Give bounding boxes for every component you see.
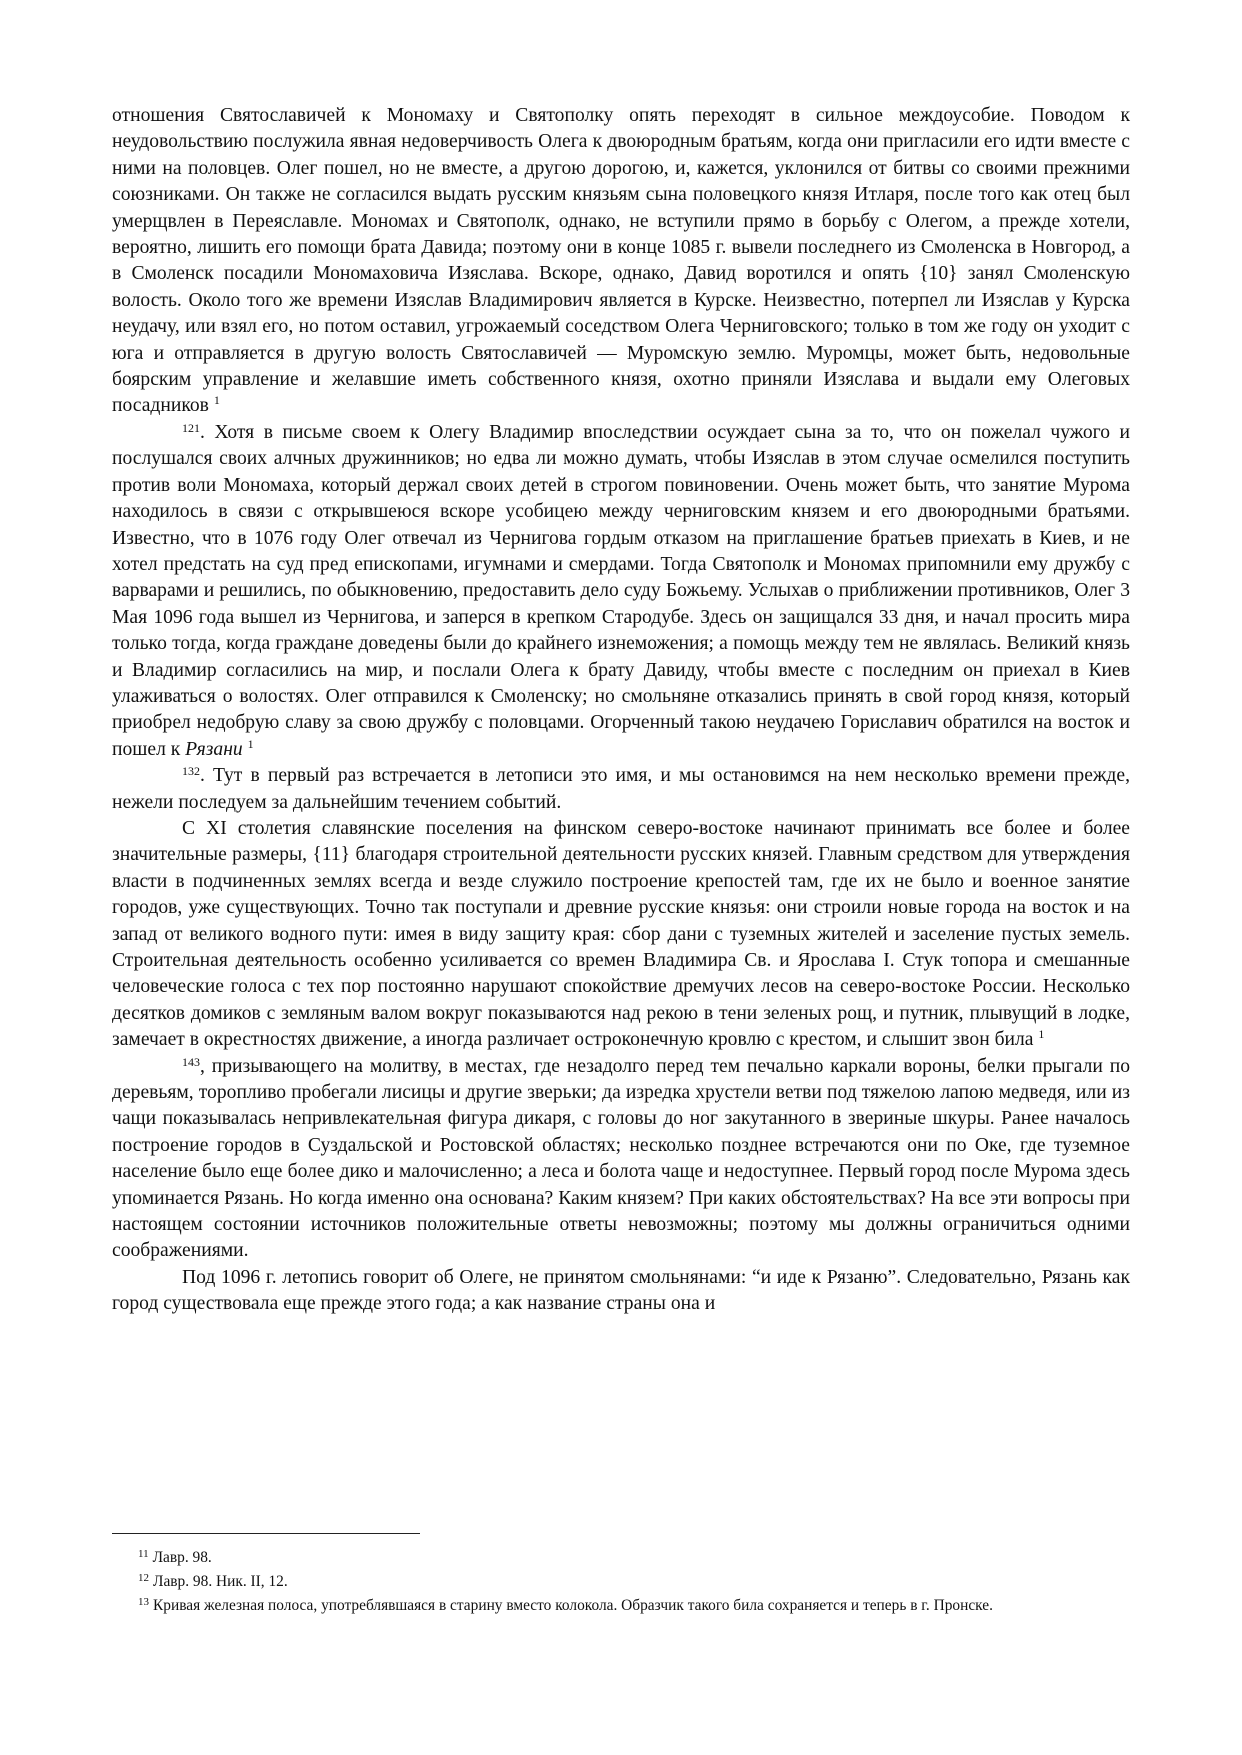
footnote-text: Лавр. 98.	[152, 1549, 212, 1566]
paragraph-6	[112, 1265, 1130, 1318]
footnote-reference: 121	[182, 420, 200, 435]
paragraph-4-text: С XI столетия славянские поселения на финском северо-востоке начинают принимать все более и более значительные размеры, {11} благодаря строительной деятельности русских князей. Главным средством для утверждения власти в подчиненных землях всегда и везде служило построение крепостей там, где их не было и военное занятие городов, уже существующих. Точно так поступали и древние русские князья: они строили новые города на восток и на запад от великого водного пути: имея в виду защиту края: сбор дани с туземных жителей и заселение пустых земель. Строительная деятельность особенно усиливается со времен Владимира Св. и Ярослава I. Стук топора и смешанные человеческие голоса с тех пор постоянно нарушают спокойствие дремучих лесов на северо-востоке России. Несколько десятков домиков с земляным валом вокруг показываются над рекою в тени зеленых рощ, и путник, плывущий в лодке, замечает в окрестностях движение, а иногда различает остроконечную кровлю с крестом, и слышит звон била	[112, 817, 1130, 1051]
paragraph-5-text: , призывающего на молитву, в местах, где незадолго перед тем печально каркали вороны, белки прыгали по деревьям, торопливо пробегали лисицы и другие зверьки; да изредка хрустели ветви под тяжелою лапою медведя, или из чащи показывалась непривлекательная фигура дикаря, с головы до ног закутанного в звериные шкуры. Ранее началось построение городов в Суздальской и Ростовской областях; несколько позднее встречаются они по Оке, где туземное население было еще более дико и малочисленно; а леса и болота чаще и недоступнее. Первый город после Мурома здесь упоминается Рязань. Но когда именно она основана? Каким князем? При каких обстоятельствах? На все эти вопросы при настоящем состоянии источников положительные ответы невозможны; поэтому мы должны ограничиться одними соображениями.	[112, 1055, 1130, 1262]
footnote-number: 12	[138, 1572, 149, 1584]
footnotes	[112, 1546, 1130, 1618]
paragraph-2-text: . Хотя в письме своем к Олегу Владимир впоследствии осуждает сына за то, что он пожелал чужого и послушался своих алчных дружинников; но едва ли можно думать, чтобы Изяслав в этом случае осмелился поступить против воли Мономаха, который держал своих детей в строгом повиновении. Очень может быть, что занятие Мурома находилось в связи с открывшеюся вскоре усобицею между черниговским князем и его двоюродными братьями. Известно, что в 1076 году Олег отвечал из Чернигова гордым отказом на приглашение братьев приехать в Киев, и не хотел предстать на суд пред епископами, игумнами и смердами. Тогда Святополк и Мономах припомнили ему дружбу с варварами и решились, по обыкновению, предоставить дело суду Божьему. Услыхав о приближении противников, Олег 3 Мая 1096 года вышел из Чернигова, и заперся в крепком Стародубе. Здесь он защищался 33 дня, и начал просить мира только тогда, когда граждане доведены были до крайнего изнеможения; а помощь между тем не являлась. Великий князь и Владимир согласились на мир, и послали Олега к брату Давиду, чтобы вместе с последним он приехал в Киев улаживаться о волостях. Олег отправился к Смоленску; но смольняне отказались принять в свой город князя, который приобрел недобрую славу за свою дружбу с половцами. Огорченный такою неудачею Гориславич обратился на восток и пошел к	[112, 421, 1130, 760]
paragraph-1	[112, 103, 1130, 420]
paragraph-1-text: отношения Святославичей к Мономаху и Святополку опять переходят в сильное междоусобие. Поводом к неудовольствию послужила явная недоверчивость Олега к двоюродным братьям, когда они пригласили его идти вместе с ними на половцев. Олег пошел, но не вместе, а другою дорогою, и, кажется, уклонился от битвы со своими прежними союзниками. Он также не согласился выдать русским князьям сына половецкого князя Итларя, после того как отец был умерщвлен в Переяславле. Мономах и Святополк, однако, не вступили прямо в борьбу с Олегом, а прежде хотели, вероятно, лишить его помощи брата Давида; поэтому они в конце 1085 г. вывели последнего из Смоленска в Новгород, а в Смоленск посадили Мономаховича Изяслава. Вскоре, однако, Давид воротился и опять {10} занял Смоленскую волость. Около того же времени Изяслав Владимирович является в Курске. Неизвестно, потерпел ли Изяслав у Курска неудачу, или взял его, но потом оставил, угрожаемый соседством Олега Черниговского; только в том же году он уходит с юга и отправляется в другую волость Святославичей — Муромскую землю. Муромцы, может быть, недовольные боярским управление и желавшие иметь собственного князя, охотно приняли Изяслава и выдали ему Олеговых посадников	[112, 105, 1130, 417]
footnote-11	[112, 1546, 1130, 1570]
footnote-number: 11	[138, 1548, 149, 1560]
footnote-mark: 1	[247, 736, 254, 751]
italic-word-ryazani: Рязани	[185, 738, 243, 760]
footnote-reference: 132	[182, 764, 200, 779]
paragraph-3	[112, 763, 1130, 816]
footnote-text: Кривая железная полоса, употреблявшаяся в старину вместо колокола. Образчик такого била сохраняется и теперь в г. Пронске.	[153, 1597, 993, 1614]
footnote-separator	[112, 1533, 420, 1534]
footnote-reference: 143	[182, 1054, 200, 1069]
paragraph-5	[112, 1054, 1130, 1265]
paragraph-2	[112, 420, 1130, 763]
footnote-text: Лавр. 98. Ник. II, 12.	[153, 1573, 288, 1590]
footnote-12	[112, 1570, 1130, 1594]
main-text	[112, 103, 1130, 1318]
footnote-mark: 1	[1038, 1027, 1045, 1042]
paragraph-6-text: Под 1096 г. летопись говорит об Олеге, не принятом смольнянами: “и иде к Рязаню”. Следовательно, Рязань как город существовала еще прежде этого года; а как название страны она и	[112, 1266, 1130, 1315]
paragraph-3-text: . Тут в первый раз встречается в летописи это имя, и мы остановимся на нем несколько времени прежде, нежели последуем за дальнейшим течением событий.	[112, 765, 1130, 813]
footnote-13	[112, 1594, 1130, 1618]
paragraph-4	[112, 816, 1130, 1054]
footnote-number: 13	[138, 1596, 149, 1608]
footnote-mark: 1	[213, 393, 220, 408]
